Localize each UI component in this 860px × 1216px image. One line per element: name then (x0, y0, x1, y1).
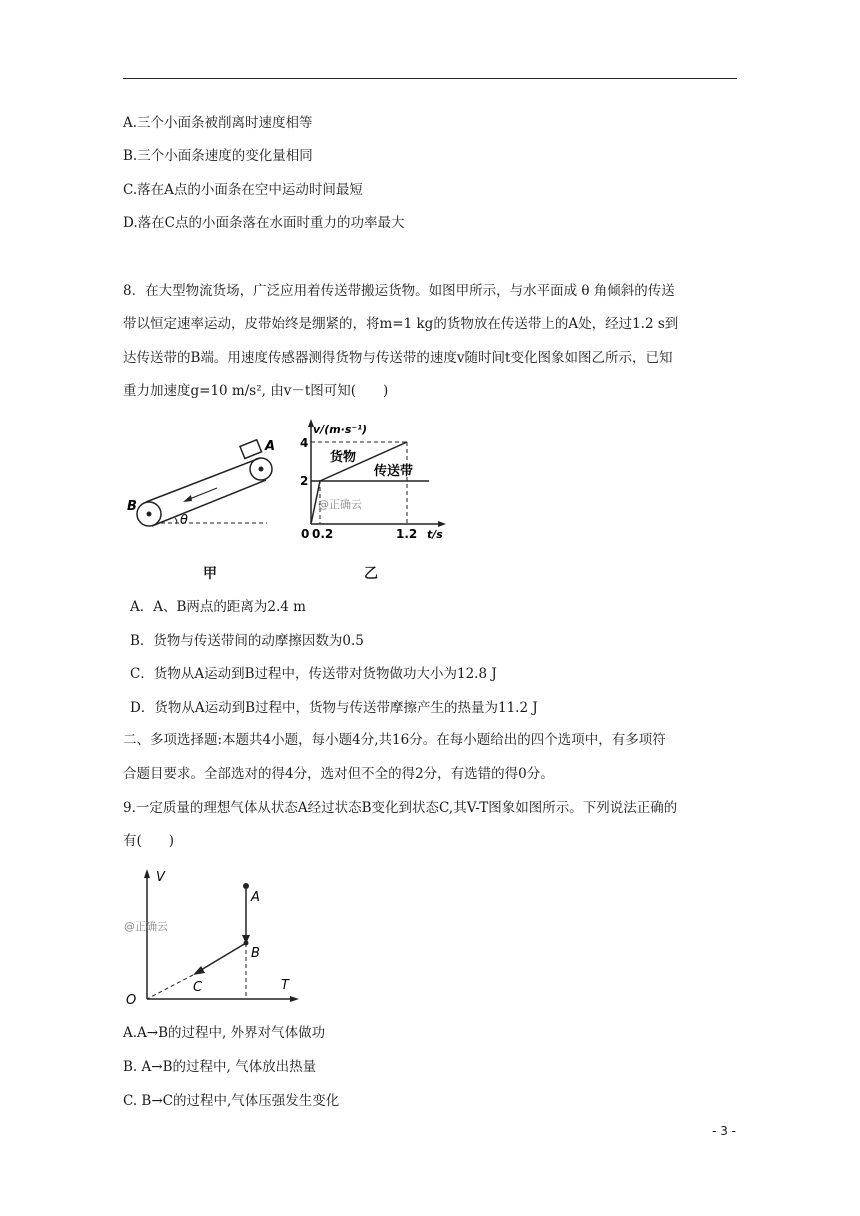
state-b-label: B (251, 946, 260, 961)
watermark: @正确云 (124, 920, 168, 933)
q8-option-d: D．货物从A运动到B过程中，货物与传送带摩擦产生的热量为11.2 J (130, 700, 538, 716)
figure-jia-caption: 甲 (203, 566, 217, 582)
x-tick-0-2: 0.2 (312, 527, 334, 541)
x-tick-0: 0 (301, 527, 310, 541)
v-axis-label: V (156, 870, 165, 885)
page-number: - 3 - (712, 1124, 736, 1138)
belt-line-label: 传送带 (374, 464, 414, 479)
q7-option-b: B.三个小面条速度的变化量相同 (123, 148, 313, 164)
velocity-time-graph (296, 416, 456, 546)
point-a-label: A (265, 439, 275, 454)
x-tick-1-2: 1.2 (396, 527, 418, 541)
q8-stem-line-2: 带以恒定速率运动，皮带始终是绷紧的，将m=1 kg的货物放在传送带上的A处，经过1.2 s到 (123, 316, 679, 332)
q8-option-b: B．货物与传送带间的动摩擦因数为0.5 (130, 633, 364, 649)
origin-label: O (126, 993, 137, 1006)
q7-option-a: A.三个小面条被削离时速度相等 (123, 115, 313, 131)
y-tick-2: 2 (300, 474, 309, 488)
section-2-line-2: 合题目要求。全部选对的得4分，选对但不全的得2分，有选错的得0分。 (123, 766, 554, 782)
state-c-label: C (193, 980, 203, 995)
q9-stem-line-2: 有( ) (123, 833, 175, 849)
cargo-line-label: 货物 (330, 450, 357, 465)
y-axis-label: v/(m·s⁻¹) (313, 423, 368, 436)
q9-option-b: B. A→B的过程中, 气体放出热量 (123, 1059, 317, 1075)
t-axis-label: T (281, 978, 289, 993)
watermark: @正确云 (318, 498, 362, 511)
vt-diagram (123, 866, 303, 1006)
q9-stem-line-1: 9.一定质量的理想气体从状态A经过状态B变化到状态C,其V-T图象如图所示。下列说法正确的 (123, 800, 678, 816)
q9-option-a: A.A→B的过程中, 外界对气体做功 (123, 1025, 326, 1041)
q7-option-c: C.落在A点的小面条在空中运动时间最短 (123, 182, 363, 198)
theta-label: θ (180, 513, 188, 528)
q8-option-a: A．A、B两点的距离为2.4 m (130, 599, 306, 615)
conveyor-belt-figure (125, 430, 275, 540)
q8-stem-line-3: 达传送带的B端。用速度传感器测得货物与传送带的速度v随时间t变化图象如图乙所示，已知 (123, 350, 673, 366)
x-axis-label: t/s (427, 528, 443, 541)
q8-option-c: C．货物从A运动到B过程中，传送带对货物做功大小为12.8 J (130, 666, 497, 682)
point-b-label: B (127, 499, 137, 514)
q9-option-c: C. B→C的过程中,气体压强发生变化 (123, 1093, 340, 1109)
q8-stem-line-4: 重力加速度g=10 m/s², 由v－t图可知( ) (123, 383, 389, 399)
state-a-label: A (251, 890, 260, 905)
header-rule (123, 78, 737, 79)
section-2-line-1: 二、多项选择题:本题共4小题，每小题4分,共16分。在每小题给出的四个选项中，有多项符 (123, 732, 666, 748)
y-tick-4: 4 (300, 436, 309, 450)
figure-yi-caption: 乙 (364, 566, 378, 582)
q8-stem-line-1: 8．在大型物流货场，广泛应用着传送带搬运货物。如图甲所示，与水平面成 θ 角倾斜的传送 (123, 283, 675, 299)
q7-option-d: D.落在C点的小面条落在水面时重力的功率最大 (123, 215, 405, 231)
